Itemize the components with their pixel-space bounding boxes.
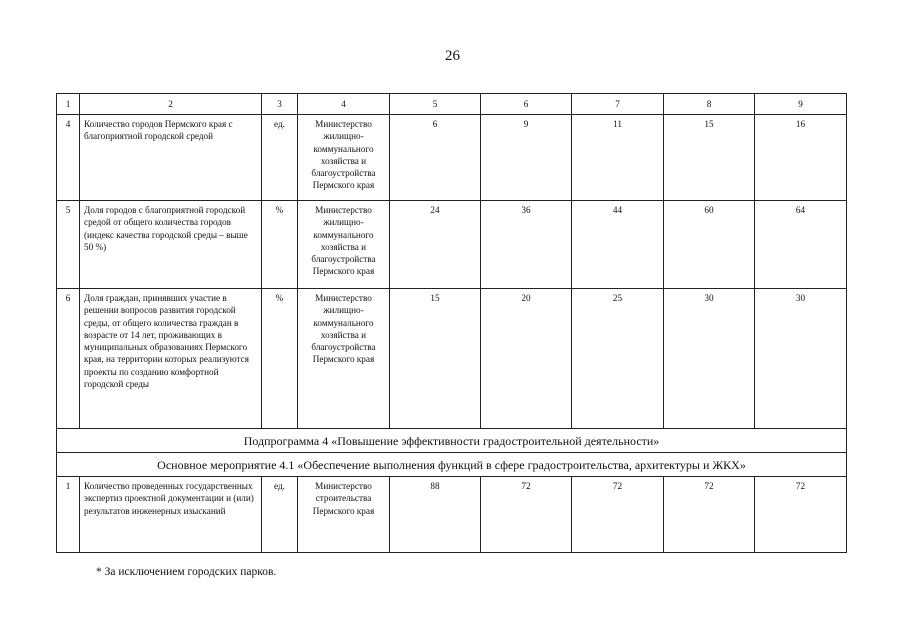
main-activity-title: Основное мероприятие 4.1 «Обеспечение выполнения функций в сфере градостроительства, архитектуры и ЖКХ» (57, 453, 847, 477)
row-number-cell: 6 (57, 289, 80, 429)
column-number-cell: 8 (664, 94, 755, 115)
column-number-cell: 1 (57, 94, 80, 115)
table-row (57, 477, 847, 553)
value-cell: 72 (664, 477, 755, 553)
value-cell: 36 (481, 201, 572, 289)
column-number-cell: 9 (755, 94, 847, 115)
indicator-name-cell: Доля городов с благоприятной городской средой от общего количества городов (индекс качества городской среды – выше 50 %) (80, 201, 262, 289)
column-number-cell: 5 (390, 94, 481, 115)
value-cell: 44 (572, 201, 664, 289)
value-cell: 72 (481, 477, 572, 553)
column-number-cell: 7 (572, 94, 664, 115)
value-cell: 88 (390, 477, 481, 553)
value-cell: 16 (755, 115, 847, 201)
value-cell: 20 (481, 289, 572, 429)
value-cell: 64 (755, 201, 847, 289)
row-number-cell: 1 (57, 477, 80, 553)
ministry-cell: Министерство жилищно-коммунального хозяйства и благоустройства Пермского края (298, 201, 390, 289)
indicator-name-cell: Количество проведенных государственных экспертиз проектной документации и (или) результатов инженерных изысканий (80, 477, 262, 553)
subprogram-row (57, 429, 847, 453)
value-cell: 60 (664, 201, 755, 289)
value-cell: 25 (572, 289, 664, 429)
value-cell: 30 (755, 289, 847, 429)
table-row (57, 115, 847, 201)
column-number-cell: 6 (481, 94, 572, 115)
value-cell: 6 (390, 115, 481, 201)
table-row (57, 289, 847, 429)
value-cell: 15 (390, 289, 481, 429)
subprogram-title: Подпрограмма 4 «Повышение эффективности градостроительной деятельности» (57, 429, 847, 453)
value-cell: 9 (481, 115, 572, 201)
column-number-cell: 3 (262, 94, 298, 115)
main-activity-row (57, 453, 847, 477)
value-cell: 30 (664, 289, 755, 429)
column-number-cell: 4 (298, 94, 390, 115)
column-number-cell: 2 (80, 94, 262, 115)
unit-cell: ед. (262, 115, 298, 201)
page-number: 26 (445, 48, 460, 64)
value-cell: 72 (755, 477, 847, 553)
value-cell: 24 (390, 201, 481, 289)
indicators-table (56, 93, 847, 553)
value-cell: 11 (572, 115, 664, 201)
footnote: * За исключением городских парков. (96, 566, 277, 578)
ministry-cell: Министерство жилищно-коммунального хозяйства и благоустройства Пермского края (298, 115, 390, 201)
value-cell: 15 (664, 115, 755, 201)
ministry-cell: Министерство жилищно-коммунального хозяйства и благоустройства Пермского края (298, 289, 390, 429)
row-number-cell: 5 (57, 201, 80, 289)
row-number-cell: 4 (57, 115, 80, 201)
ministry-cell: Министерство строительства Пермского края (298, 477, 390, 553)
unit-cell: % (262, 289, 298, 429)
indicator-name-cell: Количество городов Пермского края с благоприятной городской средой (80, 115, 262, 201)
table-row (57, 201, 847, 289)
unit-cell: ед. (262, 477, 298, 553)
indicator-name-cell: Доля граждан, принявших участие в решении вопросов развития городской среды, от общего количества граждан в возрасте от 14 лет, проживающих в муниципальных образованиях Пермского края, на территории которых реализуются проекты по созданию комфортной городской среды (80, 289, 262, 429)
value-cell: 72 (572, 477, 664, 553)
column-numbers-row (57, 94, 847, 115)
unit-cell: % (262, 201, 298, 289)
